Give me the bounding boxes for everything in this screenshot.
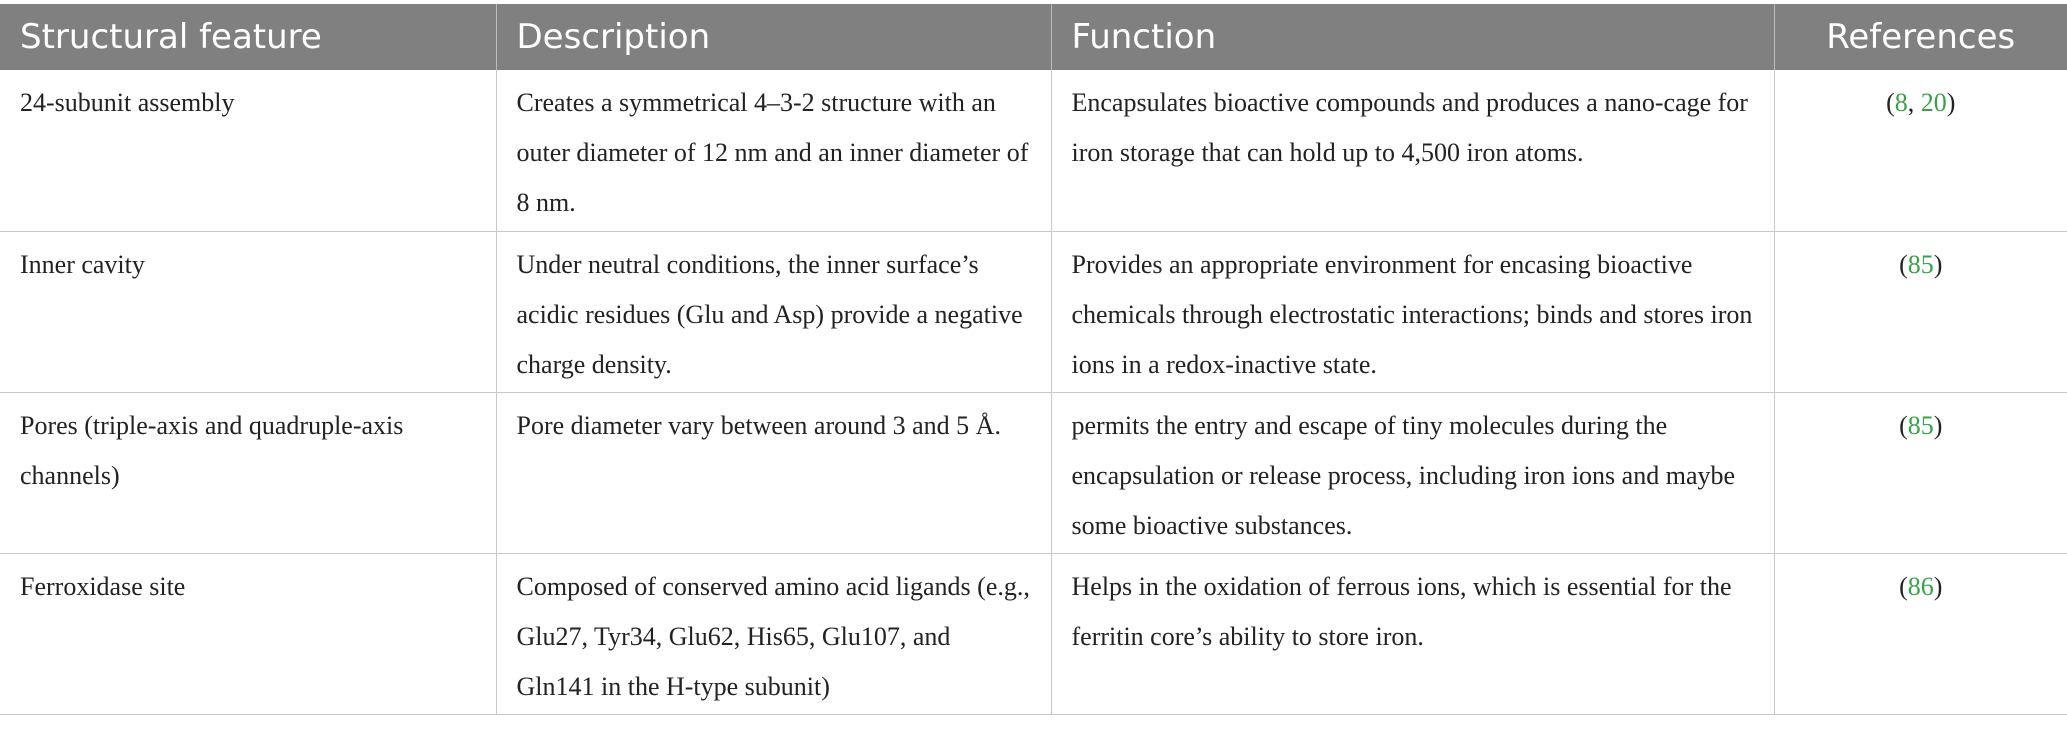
reference-link[interactable]: 86 (1907, 571, 1934, 601)
ferritin-structure-table (0, 4, 2067, 715)
cell-description: Under neutral conditions, the inner surface’s acidic residues (Glu and Asp) provide a negative charge density. (496, 231, 1051, 392)
reference-link[interactable]: 8 (1894, 88, 1908, 117)
cell-description: Composed of conserved amino acid ligands (e.g., Glu27, Tyr34, Glu62, His65, Glu107, and Gln141 in the H-type subunit) (496, 553, 1051, 714)
header-references: References (1774, 4, 2067, 70)
cell-description: Creates a symmetrical 4–3-2 structure with an outer diameter of 12 nm and an inner diameter of 8 nm. (496, 70, 1051, 231)
header-structural-feature: Structural feature (0, 4, 496, 70)
table-row (0, 553, 2067, 714)
cell-feature: Pores (triple-axis and quadruple-axis channels) (0, 392, 496, 553)
cell-feature: Ferroxidase site (0, 553, 496, 714)
cell-feature: 24-subunit assembly (0, 70, 496, 231)
cell-function: Encapsulates bioactive compounds and produces a nano-cage for iron storage that can hold up to 4,500 iron atoms. (1051, 70, 1774, 231)
cell-references: (86) (1774, 553, 2067, 714)
header-function: Function (1051, 4, 1774, 70)
cell-function: Provides an appropriate environment for encasing bioactive chemicals through electrostatic interactions; binds and stores iron ions in a redox-inactive state. (1051, 231, 1774, 392)
cell-description: Pore diameter vary between around 3 and 5 Å. (496, 392, 1051, 553)
table-header-row (0, 4, 2067, 70)
cell-function: permits the entry and escape of tiny molecules during the encapsulation or release process, including iron ions and maybe some bioactive substances. (1051, 392, 1774, 553)
cell-references: (85) (1774, 231, 2067, 392)
cell-references: (8, 20) (1774, 70, 2067, 231)
table-row (0, 70, 2067, 231)
cell-references: (85) (1774, 392, 2067, 553)
table-row (0, 231, 2067, 392)
cell-feature: Inner cavity (0, 231, 496, 392)
table-row (0, 392, 2067, 553)
cell-function: Helps in the oxidation of ferrous ions, which is essential for the ferritin core’s ability to store iron. (1051, 553, 1774, 714)
reference-link[interactable]: 20 (1920, 88, 1947, 117)
header-description: Description (496, 4, 1051, 70)
reference-link[interactable]: 85 (1907, 249, 1934, 279)
reference-link[interactable]: 85 (1907, 410, 1934, 440)
